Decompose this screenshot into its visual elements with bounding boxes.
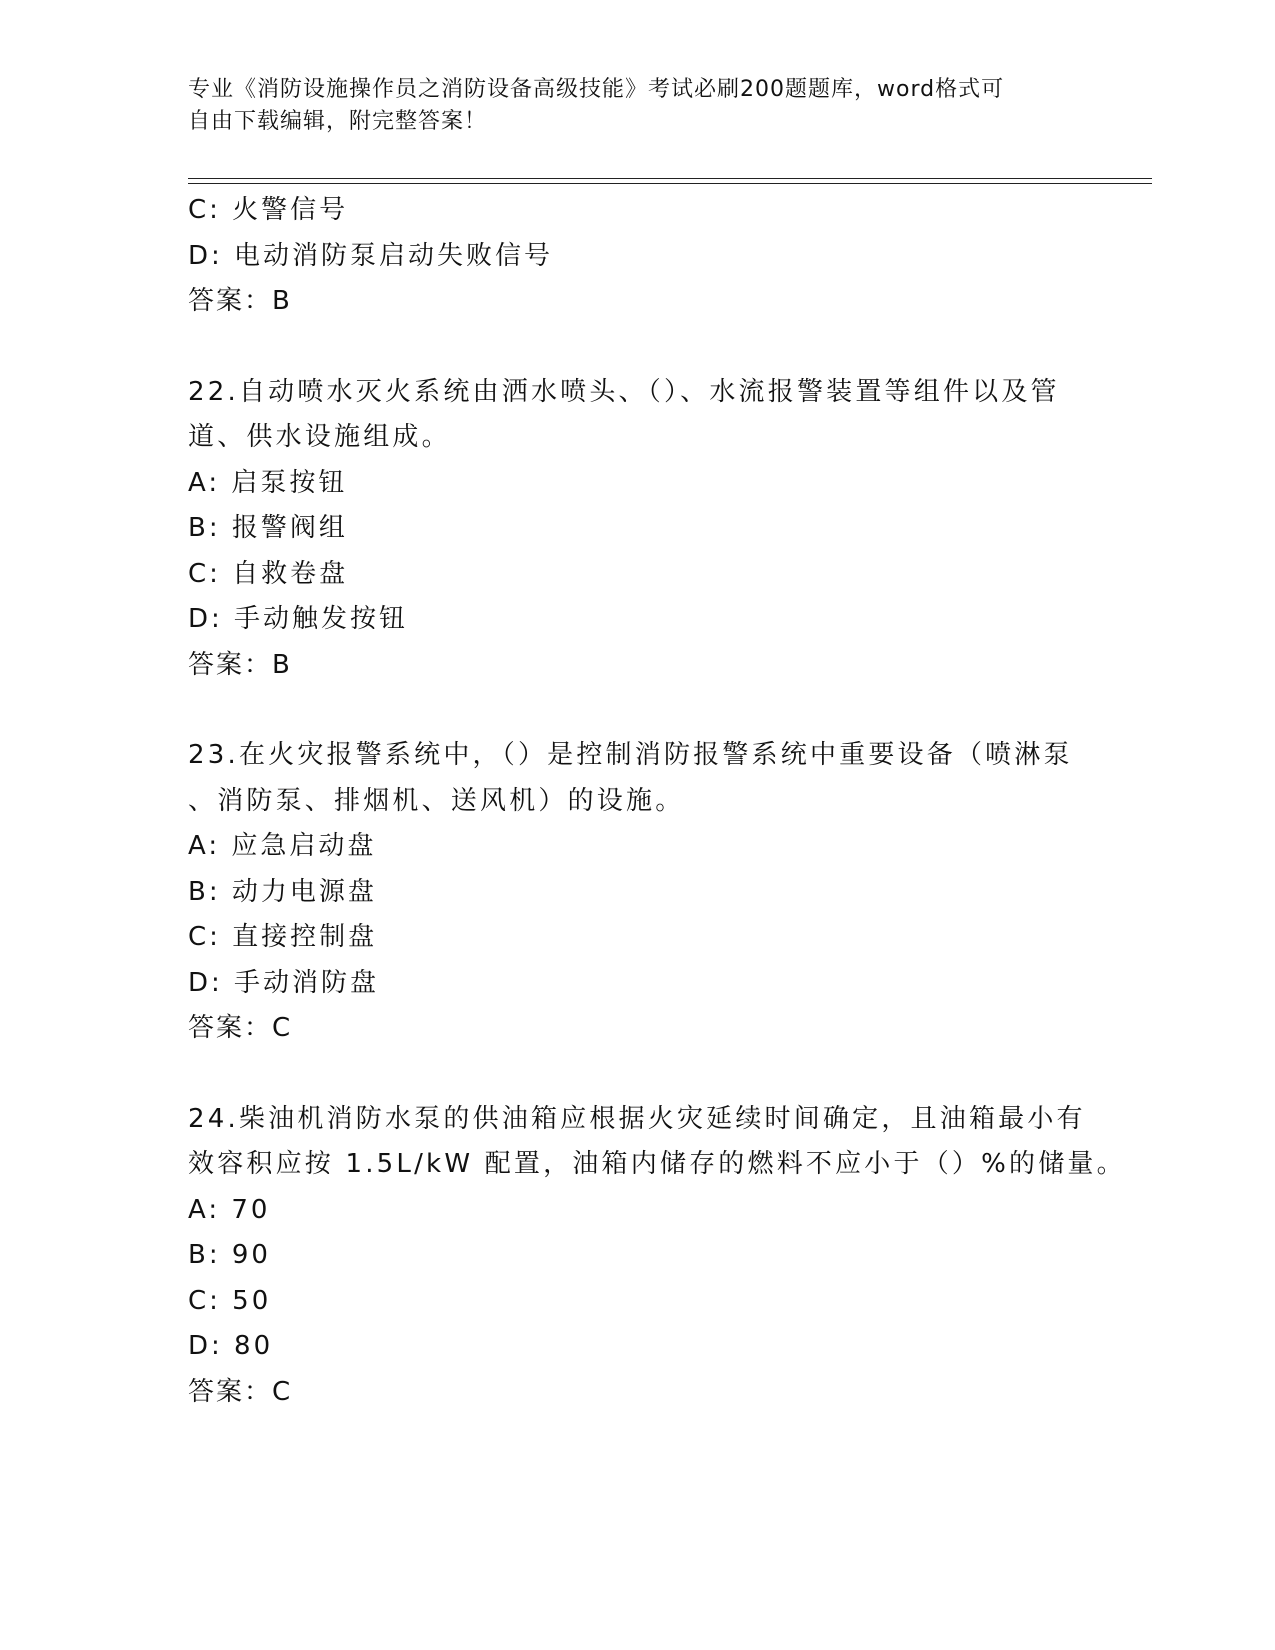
option-c: C: 50 xyxy=(188,1285,272,1316)
question-24 xyxy=(188,1097,1126,1416)
option-c: C: 火警信号 xyxy=(188,195,349,225)
option-b: B: 90 xyxy=(188,1240,271,1270)
question-stem: 、消防泵、排烟机、送风机）的设施。 xyxy=(188,785,685,816)
answer-line: 答案：B xyxy=(188,649,292,680)
option-d: D: 电动消防泵启动失败信号 xyxy=(188,240,554,271)
option-d: D: 80 xyxy=(188,1331,274,1361)
spacer xyxy=(188,688,1088,733)
option-c: C: 直接控制盘 xyxy=(188,922,378,952)
document-header: 专业《消防设施操作员之消防设备高级技能》考试必刷200题题库，word格式可 自由下载编辑，附完整答案！ xyxy=(188,77,1005,134)
option-d: D: 手动消防盘 xyxy=(188,967,380,998)
question-22 xyxy=(188,370,1088,689)
answer-line: 答案：C xyxy=(188,1013,293,1043)
option-a: A: 应急启动盘 xyxy=(188,831,377,861)
spacer xyxy=(188,1052,1088,1097)
option-b: B: 动力电源盘 xyxy=(188,876,377,907)
question-content xyxy=(188,188,1126,1415)
answer-line: 答案：C xyxy=(188,1376,293,1407)
question-21-tail xyxy=(188,188,1088,325)
question-stem: 23.在火灾报警系统中，（）是控制消防报警系统中重要设备（喷淋泵 xyxy=(188,740,1073,770)
header-divider-top xyxy=(188,178,1152,179)
header-divider-bottom xyxy=(188,183,1152,184)
option-b: B: 报警阀组 xyxy=(188,513,348,543)
spacer xyxy=(188,325,1088,370)
question-stem: 道、供水设施组成。 xyxy=(188,422,451,452)
option-a: A: 启泵按钮 xyxy=(188,467,348,498)
question-stem: 22.自动喷水灭火系统由洒水喷头、（）、水流报警装置等组件以及管 xyxy=(188,376,1060,407)
option-c: C: 自救卷盘 xyxy=(188,558,349,589)
question-23 xyxy=(188,733,1088,1052)
option-d: D: 手动触发按钮 xyxy=(188,604,409,634)
question-stem: 效容积应按 1.5L/kW 配置，油箱内储存的燃料不应小于（）%的储量。 xyxy=(188,1149,1126,1179)
answer-line: 答案：B xyxy=(188,286,292,316)
option-a: A: 70 xyxy=(188,1194,271,1225)
question-stem: 24.柴油机消防水泵的供油箱应根据火灾延续时间确定，且油箱最小有 xyxy=(188,1103,1086,1134)
